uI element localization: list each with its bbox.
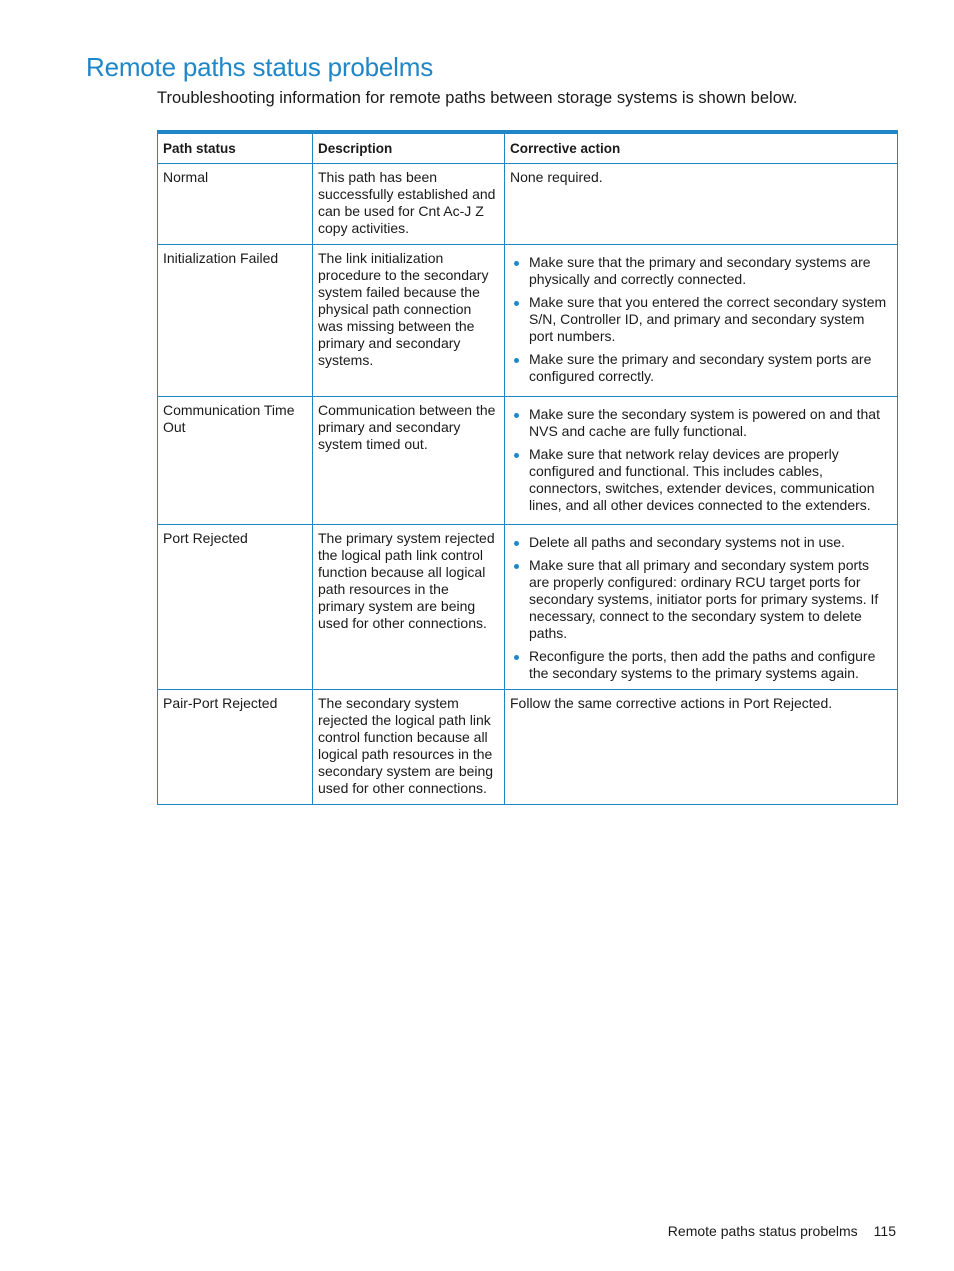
table-row — [158, 164, 898, 245]
description-cell: Communication between the primary and secondary system timed out. — [313, 397, 505, 525]
header-description: Description — [313, 132, 505, 164]
table-row — [158, 245, 898, 397]
path-status-cell: Initialization Failed — [158, 245, 313, 397]
action-item: Make sure the primary and secondary system ports are configured correctly. — [510, 351, 892, 385]
action-item: Make sure that the primary and secondary systems are physically and correctly connected. — [510, 254, 892, 288]
page-title: Remote paths status probelms — [86, 52, 434, 82]
action-item: Make sure that you entered the correct secondary system S/N, Controller ID, and primary and secondary system port numbers. — [510, 294, 892, 345]
action-list — [510, 534, 892, 682]
description-cell: This path has been successfully established and can be used for Cnt Ac-J Z copy activities. — [313, 164, 505, 245]
header-corrective-action: Corrective action — [505, 132, 898, 164]
corrective-action-cell: None required. — [505, 164, 898, 245]
table-row — [158, 397, 898, 525]
action-list — [510, 406, 892, 514]
action-item: Make sure the secondary system is powered on and that NVS and cache are fully functional. — [510, 406, 892, 440]
description-cell: The link initialization procedure to the secondary system failed because the physical path connection was missing between the primary and secondary systems. — [313, 245, 505, 397]
description-cell: The primary system rejected the logical path link control function because all logical path resources in the primary system are being used for other connections. — [313, 525, 505, 690]
action-item: Make sure that network relay devices are properly configured and functional. This includes cables, connectors, switches, extender devices, communication lines, and all other devices connected to the extenders. — [510, 446, 892, 514]
path-status-cell: Port Rejected — [158, 525, 313, 690]
path-status-cell: Communication Time Out — [158, 397, 313, 525]
action-item: Delete all paths and secondary systems not in use. — [510, 534, 892, 551]
corrective-action-cell — [505, 245, 898, 397]
path-status-cell: Pair-Port Rejected — [158, 690, 313, 805]
corrective-action-cell — [505, 525, 898, 690]
corrective-action-cell — [505, 397, 898, 525]
table-row — [158, 690, 898, 805]
table-header-row — [158, 132, 898, 164]
footer-section-title: Remote paths status probelms — [667, 1223, 858, 1239]
remote-paths-table — [157, 130, 898, 805]
path-status-cell: Normal — [158, 164, 313, 245]
header-path-status: Path status — [158, 132, 313, 164]
intro-paragraph: Troubleshooting information for remote paths between storage systems is shown below. — [157, 89, 798, 107]
action-item: Reconfigure the ports, then add the paths and configure the secondary systems to the primary systems again. — [510, 648, 892, 682]
page-number: 115 — [873, 1223, 896, 1239]
page-footer — [668, 1223, 896, 1239]
action-list — [510, 254, 892, 385]
corrective-action-cell: Follow the same corrective actions in Port Rejected. — [505, 690, 898, 805]
description-cell: The secondary system rejected the logical path link control function because all logical path resources in the secondary system are being used for other connections. — [313, 690, 505, 805]
table-row — [158, 525, 898, 690]
action-item: Make sure that all primary and secondary system ports are properly configured: ordinary RCU target ports for secondary systems, initiator ports for primary systems. If necessary, connect to the secondary system to delete paths. — [510, 557, 892, 642]
